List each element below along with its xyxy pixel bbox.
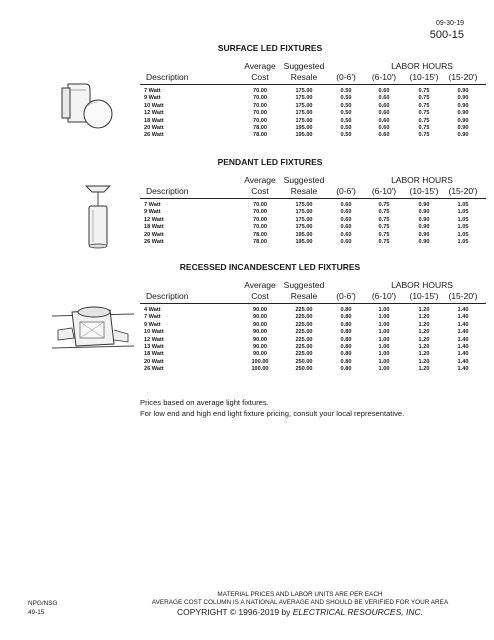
section-title-recessed: RECESSED INCANDESCENT LED FIXTURES xyxy=(179,262,361,272)
table-row: 7 Watt 70.00 175.00 0.50 0.60 0.75 0.90 xyxy=(144,88,469,94)
table-row: 10 Watt 70.00 175.00 0.50 0.60 0.75 0.90 xyxy=(144,102,469,109)
col-header-labor-a-3: (0-6') xyxy=(336,291,356,301)
col-header-description-2: Description xyxy=(146,186,189,196)
table-row: 26 Watt 78.00 195.00 0.60 0.75 0.90 1.05 xyxy=(144,239,469,245)
col-header-cost-1: Average xyxy=(244,61,276,71)
col-header-labor-d-3: (15-20') xyxy=(448,291,478,301)
page-number: 500-15 xyxy=(429,29,464,41)
col-header-cost-1b: Cost xyxy=(251,72,269,82)
col-header-labor-c-2: (10-15') xyxy=(409,186,439,196)
col-header-labor-3: LABOR HOURS xyxy=(391,280,453,290)
table-row: 9 Watt 70.00 175.00 0.50 0.60 0.75 0.90 xyxy=(144,95,469,102)
col-header-resale-3b: Resale xyxy=(290,291,318,301)
col-header-labor-c-3: (10-15') xyxy=(409,291,439,301)
col-header-labor-b-2: (6-10') xyxy=(371,186,397,196)
section-title-pendant: PENDANT LED FIXTURES xyxy=(217,157,323,167)
footer-code-2: 49-15 xyxy=(28,609,45,616)
col-header-labor-d-2: (15-20') xyxy=(448,186,478,196)
col-header-labor-b-3: (6-10') xyxy=(371,291,397,301)
table-row: 18 Watt 70.00 175.00 0.60 0.75 0.90 1.05 xyxy=(144,224,469,231)
table-row: 20 Watt 78.00 195.00 0.60 0.75 0.90 1.05 xyxy=(144,231,469,238)
copyright-company: ELECTRICAL RESOURCES, INC. xyxy=(292,607,423,617)
col-header-resale-3: Suggested xyxy=(283,280,325,290)
col-header-labor-b-1: (6-10') xyxy=(371,72,397,82)
section-rule-3 xyxy=(140,303,486,304)
table-row: 18 Watt 70.00 175.00 0.50 0.60 0.75 0.90 xyxy=(144,117,469,124)
note-line: For low end and high end light fixture pricing, consult your local representative. xyxy=(140,409,405,418)
table-row: 9 Watt 70.00 175.00 0.60 0.75 0.90 1.05 xyxy=(144,209,469,216)
table-row: 18 Watt 90.00 225.00 0.80 1.00 1.20 1.40 xyxy=(144,351,469,358)
notes xyxy=(140,397,404,419)
footer-line-2: AVERAGE COST COLUMN IS A NATIONAL AVERAGE AND SHOULD BE VERIFIED FOR YOUR AREA xyxy=(151,599,449,606)
col-header-description-1: Description xyxy=(146,72,189,82)
table-row: 26 Watt 78.00 195.00 0.50 0.60 0.75 0.90 xyxy=(144,132,469,139)
table-row: 26 Watt 100.00 250.00 0.80 1.00 1.20 1.40 xyxy=(144,366,469,373)
table-row: 20 Watt 100.00 250.00 0.80 1.00 1.20 1.40 xyxy=(144,358,469,365)
copyright-prefix: COPYRIGHT © 1996-2019 by xyxy=(177,607,293,617)
footer-line-1: MATERIAL PRICES AND LABOR UNITS ARE PER EACH xyxy=(217,591,383,598)
table-row: 20 Watt 78.00 195.00 0.50 0.60 0.75 0.90 xyxy=(144,125,469,131)
table-row: 12 Watt 70.00 175.00 0.50 0.60 0.75 0.90 xyxy=(144,110,469,117)
section-rule-2 xyxy=(140,198,486,199)
recessed-fixture-icon xyxy=(50,300,136,362)
col-header-labor-a-2: (0-6') xyxy=(336,186,356,196)
col-header-resale-1b: Resale xyxy=(290,72,318,82)
col-header-labor-a-1: (0-6') xyxy=(336,72,356,82)
table-row: 13 Watt 90.00 225.00 0.80 1.00 1.20 1.40 xyxy=(144,344,469,350)
surface-fixture-icon xyxy=(56,78,116,134)
col-header-labor-d-1: (15-20') xyxy=(448,72,478,82)
footer-copyright xyxy=(120,607,480,617)
table-row: 7 Watt 90.00 225.00 0.80 1.00 1.20 1.40 xyxy=(144,314,469,321)
col-header-description-3: Description xyxy=(146,291,189,301)
table-row: 12 Watt 90.00 225.00 0.80 1.00 1.20 1.40 xyxy=(144,336,469,343)
col-header-cost-2b: Cost xyxy=(251,186,269,196)
col-header-labor-c-1: (10-15') xyxy=(409,72,439,82)
table-row: 9 Watt 90.00 225.00 0.80 1.00 1.20 1.40 xyxy=(144,321,469,328)
table-row: 4 Watt 90.00 225.00 0.80 1.00 1.20 1.40 xyxy=(144,307,469,313)
section-title-surface: SURFACE LED FIXTURES xyxy=(217,43,323,53)
col-header-cost-3b: Cost xyxy=(251,291,269,301)
col-header-labor-1: LABOR HOURS xyxy=(391,61,453,71)
table-row: 12 Watt 70.00 175.00 0.60 0.75 0.90 1.05 xyxy=(144,216,469,223)
col-header-resale-1: Suggested xyxy=(283,61,325,71)
note-line: Prices based on average light fixtures. xyxy=(140,398,269,407)
col-header-cost-3: Average xyxy=(244,280,276,290)
col-header-resale-2: Suggested xyxy=(283,175,325,185)
col-header-cost-2: Average xyxy=(244,175,276,185)
pendant-fixture-icon xyxy=(78,180,118,252)
section-rule-1 xyxy=(140,84,486,85)
table-row: 10 Watt 90.00 225.00 0.80 1.00 1.20 1.40 xyxy=(144,329,469,336)
page-date: 09-30-19 xyxy=(435,20,464,27)
col-header-resale-2b: Resale xyxy=(290,186,318,196)
footer-code-1: NPG/NSG xyxy=(28,600,58,607)
table-row: 7 Watt 70.00 175.00 0.60 0.75 0.90 1.05 xyxy=(144,202,469,208)
col-header-labor-2: LABOR HOURS xyxy=(391,175,453,185)
